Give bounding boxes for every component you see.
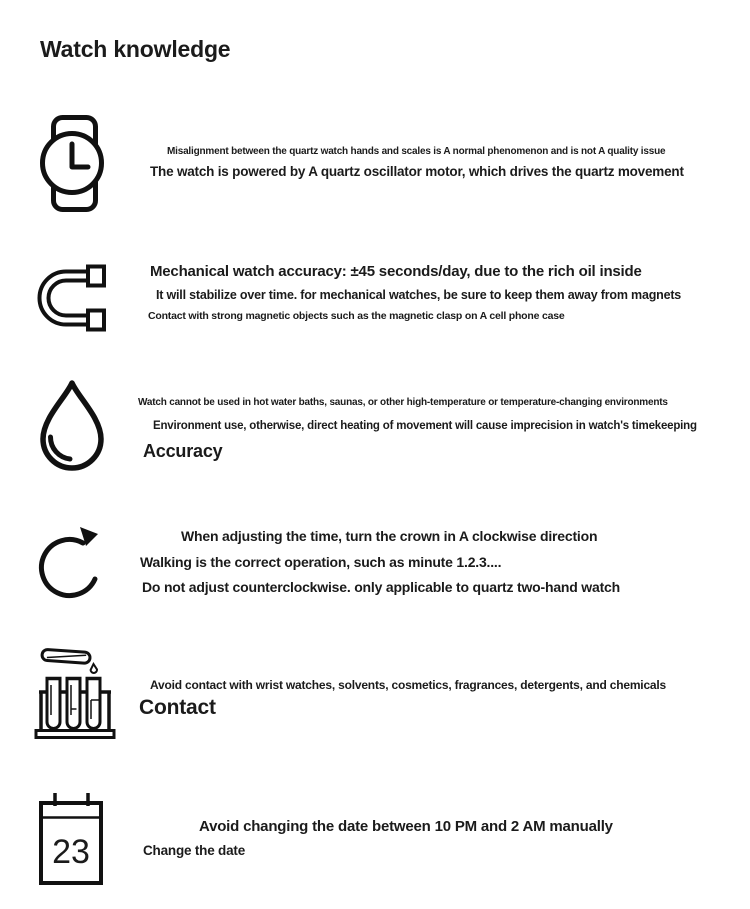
- section-crown-adjustment: [0, 512, 750, 641]
- section-line: When adjusting the time, turn the crown in A clockwise direction: [181, 528, 598, 544]
- water-drop-icon: [37, 378, 107, 474]
- section-date-change: [0, 788, 750, 909]
- chemicals-icon: [30, 643, 120, 743]
- calendar-icon: [33, 790, 105, 886]
- section-line: Do not adjust counterclockwise. only applicable to quartz two-hand watch: [142, 579, 620, 595]
- section-line: Environment use, otherwise, direct heating of movement will cause imprecision in watch's timekeeping: [153, 420, 697, 432]
- section-magnetism: [0, 258, 750, 376]
- section-heading: Accuracy: [143, 441, 223, 461]
- magnet-icon: [36, 262, 108, 334]
- section-line: The watch is powered by A quartz oscillator motor, which drives the quartz movement: [150, 164, 684, 179]
- section-line: Avoid contact with wrist watches, solvents, cosmetics, fragrances, detergents, and chemicals: [150, 678, 666, 692]
- section-line: Walking is the correct operation, such as minute 1.2.3....: [140, 554, 502, 570]
- section-quartz-movement: [0, 110, 750, 258]
- section-heading: Contact: [139, 696, 216, 719]
- section-line: Change the date: [143, 843, 246, 858]
- clockwise-arrow-icon: [34, 514, 108, 610]
- section-temperature: [0, 376, 750, 512]
- page-title: Watch knowledge: [40, 36, 231, 62]
- section-line: Misalignment between the quartz watch hands and scales is A normal phenomenon and is not A quality issue: [167, 146, 666, 157]
- wristwatch-icon: [38, 112, 108, 217]
- section-line: Avoid changing the date between 10 PM and 2 AM manually: [199, 818, 613, 835]
- section-chemicals: [0, 641, 750, 788]
- section-line: Contact with strong magnetic objects such as the magnetic clasp on A cell phone case: [148, 310, 565, 322]
- calendar-day-number: 23: [52, 833, 90, 871]
- section-line: It will stabilize over time. for mechanical watches, be sure to keep them away from magnets: [156, 288, 682, 302]
- section-line: Mechanical watch accuracy: ±45 seconds/day, due to the rich oil inside: [150, 263, 642, 280]
- section-line: Watch cannot be used in hot water baths, saunas, or other high-temperature or temperature-changing environments: [138, 397, 668, 408]
